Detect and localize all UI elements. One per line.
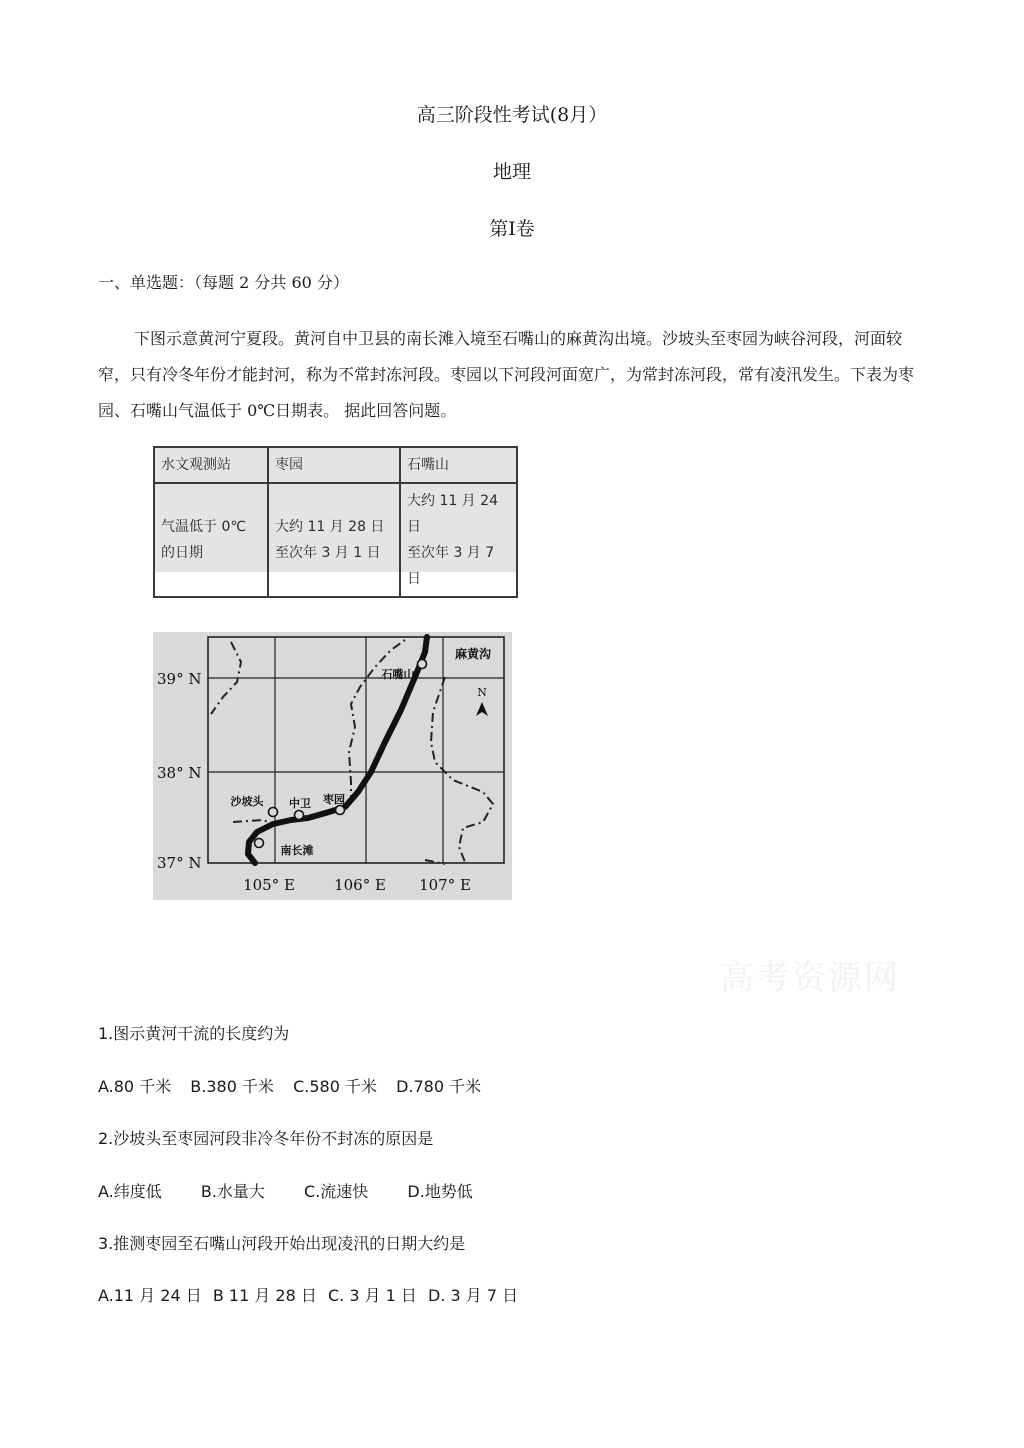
- watermark: 高考资源网: [720, 958, 900, 998]
- zaoyuan-date-line: 大约 11 月 28 日: [275, 519, 385, 535]
- map-svg: [153, 632, 512, 900]
- option-c: C. 3 月 1 日: [327, 1286, 417, 1305]
- lon-label-106e: 106° E: [334, 876, 386, 894]
- subject-title: 地理: [492, 161, 531, 183]
- row-label-line: 气温低于 0℃: [161, 519, 247, 535]
- table-row: [154, 483, 517, 597]
- north-label: N: [477, 686, 487, 699]
- label-mahuanggou: 麻黄沟: [454, 647, 492, 661]
- lat-label-39n: 39° N: [157, 670, 202, 688]
- table-header-zaoyuan: 枣园: [268, 447, 400, 483]
- section-heading: 一、单选题：（每题 2 分共 60 分）: [98, 273, 349, 292]
- label-nanchangtan: 南长滩: [280, 844, 314, 857]
- option-c: C.580 千米: [293, 1077, 377, 1096]
- zaoyuan-date-line: 至次年 3 月 1 日: [275, 545, 381, 561]
- exam-title: 高三阶段性考试(8月）: [416, 104, 608, 126]
- label-shapotou: 沙坡头: [230, 795, 264, 808]
- option-b: B.水量大: [200, 1182, 265, 1201]
- table-cell-zaoyuan: [268, 483, 400, 597]
- question-2-options: [98, 1179, 487, 1202]
- shizuishan-date-line: 至次年 3 月 7 日: [407, 545, 495, 587]
- table-header-station: 水文观测站: [154, 447, 268, 483]
- yellow-river-map: [153, 632, 512, 900]
- option-d: D. 3 月 7 日: [428, 1286, 519, 1305]
- label-zaoyuan: 枣园: [323, 793, 345, 806]
- shizuishan-date-line: 大约 11 月 24 日: [407, 493, 498, 535]
- volume-title: 第Ⅰ卷: [489, 218, 535, 240]
- map-frame: [208, 637, 504, 863]
- lat-label-37n: 37° N: [157, 854, 202, 872]
- question-2-stem: 2.沙坡头至枣园河段非冷冬年份不封冻的原因是: [98, 1129, 434, 1148]
- option-a: A.纬度低: [98, 1182, 162, 1201]
- station-shizuishan-marker: [418, 660, 427, 669]
- table-header-shizuishan: 石嘴山: [400, 447, 517, 483]
- boundary-line: [233, 820, 273, 824]
- north-arrow-icon: [476, 702, 488, 716]
- intro-passage: [98, 321, 930, 429]
- table-row-label: [154, 483, 268, 597]
- option-b: B.380 千米: [190, 1077, 274, 1096]
- option-c: C.流速快: [304, 1182, 369, 1201]
- question-1-options: [98, 1074, 495, 1097]
- label-zhongwei: 中卫: [289, 797, 311, 810]
- lon-label-105e: 105° E: [243, 876, 295, 894]
- option-a: A.80 千米: [98, 1077, 172, 1096]
- option-a: A.11 月 24 日: [98, 1286, 202, 1305]
- option-d: D.780 千米: [396, 1077, 482, 1096]
- intro-text: 下图示意黄河宁夏段。黄河自中卫县的南长滩入境至石嘴山的麻黄沟出境。沙坡头至枣园为峡谷河段，河面较窄，只有冷冬年份才能封河，称为不常封冻河段。枣园以下河段河面宽广，为常封冻河段，常有凌汛发生。下表为枣园、石嘴山气温低于 0℃日期表。 据此回答问题。: [98, 329, 915, 420]
- question-3-stem: 3.推测枣园至石嘴山河段开始出现凌汛的日期大约是: [98, 1234, 466, 1253]
- question-3-options: [98, 1283, 524, 1306]
- station-shapotou-marker: [269, 808, 278, 817]
- lon-label-107e: 107° E: [419, 876, 471, 894]
- row-label-line: 的日期: [161, 545, 203, 561]
- option-d: D.地势低: [407, 1182, 473, 1201]
- label-shizuishan: 石嘴山: [381, 668, 415, 681]
- option-b: B 11 月 28 日: [212, 1286, 317, 1305]
- station-zhongwei-marker: [295, 811, 304, 820]
- station-nanchangtan-marker: [255, 839, 264, 848]
- table-cell-shizuishan: [400, 483, 517, 597]
- temperature-table-image: [153, 446, 518, 587]
- lat-label-38n: 38° N: [157, 764, 202, 782]
- station-zaoyuan-marker: [336, 806, 345, 815]
- boundary-line: [431, 677, 493, 862]
- question-1-stem: 1.图示黄河干流的长度约为: [98, 1024, 290, 1043]
- table-header-row: [154, 447, 517, 483]
- temperature-table: [153, 446, 518, 598]
